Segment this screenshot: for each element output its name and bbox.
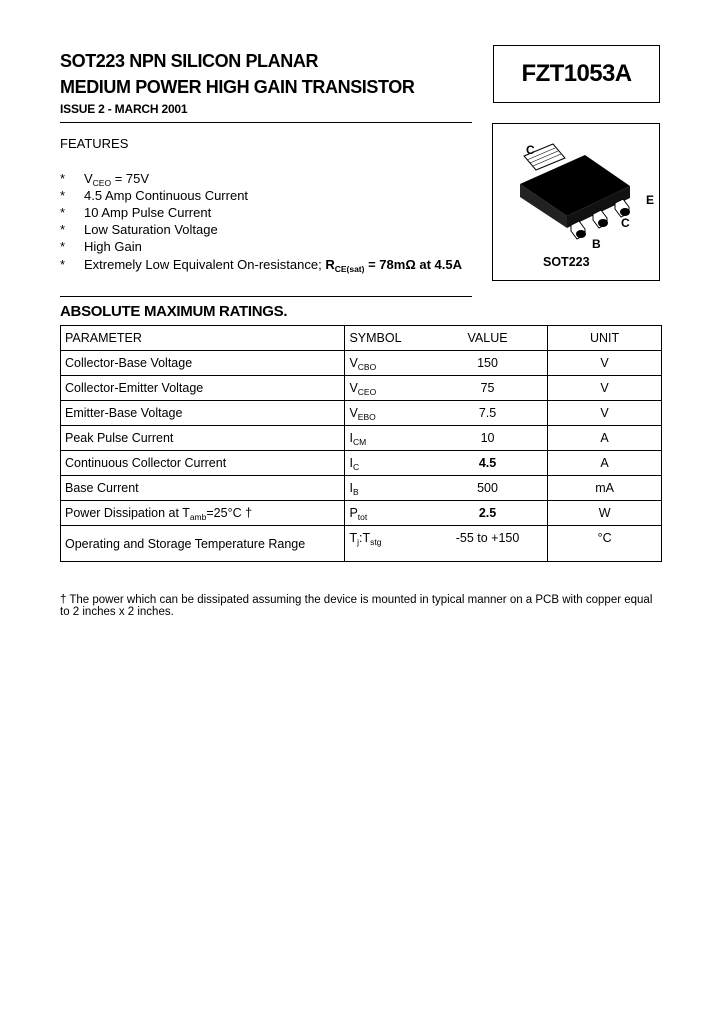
col-symbol: SYMBOL (345, 326, 428, 351)
ratings-table (60, 325, 662, 562)
feature-item: * 10 Amp Pulse Current (60, 205, 212, 220)
pin-label-tab-c: C (526, 143, 535, 157)
title-line-1: SOT223 NPN SILICON PLANAR (60, 51, 319, 71)
feature-item: * High Gain (60, 239, 142, 254)
feature-item: * Extremely Low Equivalent On-resistance; $R_{CE(sat)} = 78m\Omega$ at 4.5A (60, 257, 462, 274)
col-parameter: PARAMETER (61, 326, 345, 351)
issue-date: ISSUE 2 - MARCH 2001 (60, 102, 188, 116)
feature-item: * 4.5 Amp Continuous Current (60, 188, 249, 203)
feature-item: * $V_{CEO} = 75V$ (60, 171, 150, 188)
table-row: Operating and Storage Temperature Range $T_j:T_{stg}$ -55 to +150 °C (61, 526, 662, 562)
package-diagram (492, 123, 660, 281)
col-value: VALUE (428, 326, 548, 351)
pin-label-c: C (621, 216, 630, 230)
table-row: Collector-Base Voltage $V_{CBO}$ 150 V (61, 351, 662, 376)
section-divider (60, 296, 472, 297)
col-unit: UNIT (548, 326, 662, 351)
table-row: Continuous Collector Current $I_C$ 4.5 A (61, 451, 662, 476)
features-heading: FEATURES (60, 136, 129, 151)
part-number-box (493, 45, 660, 103)
title-line-2: MEDIUM POWER HIGH GAIN TRANSISTOR (60, 77, 415, 97)
ratings-heading: ABSOLUTE MAXIMUM RATINGS. (60, 303, 288, 320)
table-row: Emitter-Base Voltage $V_{EBO}$ 7.5 V (61, 401, 662, 426)
table-row: Peak Pulse Current $I_{CM}$ 10 A (61, 426, 662, 451)
footnote: † The power which can be dissipated assuming the device is mounted in typical manner on a PCB with copper equal to 2 inches x 2 inches. (60, 594, 653, 618)
header-divider (60, 122, 472, 123)
table-row: Base Current $I_B$ 500 mA (61, 476, 662, 501)
feature-item: * Low Saturation Voltage (60, 222, 218, 237)
table-row: Collector-Emitter Voltage $V_{CEO}$ 75 V (61, 376, 662, 401)
part-number: FZT1053A (521, 60, 632, 87)
pin-label-b: B (592, 237, 601, 251)
table-row: Power Dissipation at $T_{amb}=25^\circ C$ † $P_{tot}$ 2.5 W (61, 501, 662, 526)
pin-label-e: E (646, 193, 655, 207)
table-header-row (61, 326, 662, 351)
package-label: SOT223 (543, 255, 590, 269)
